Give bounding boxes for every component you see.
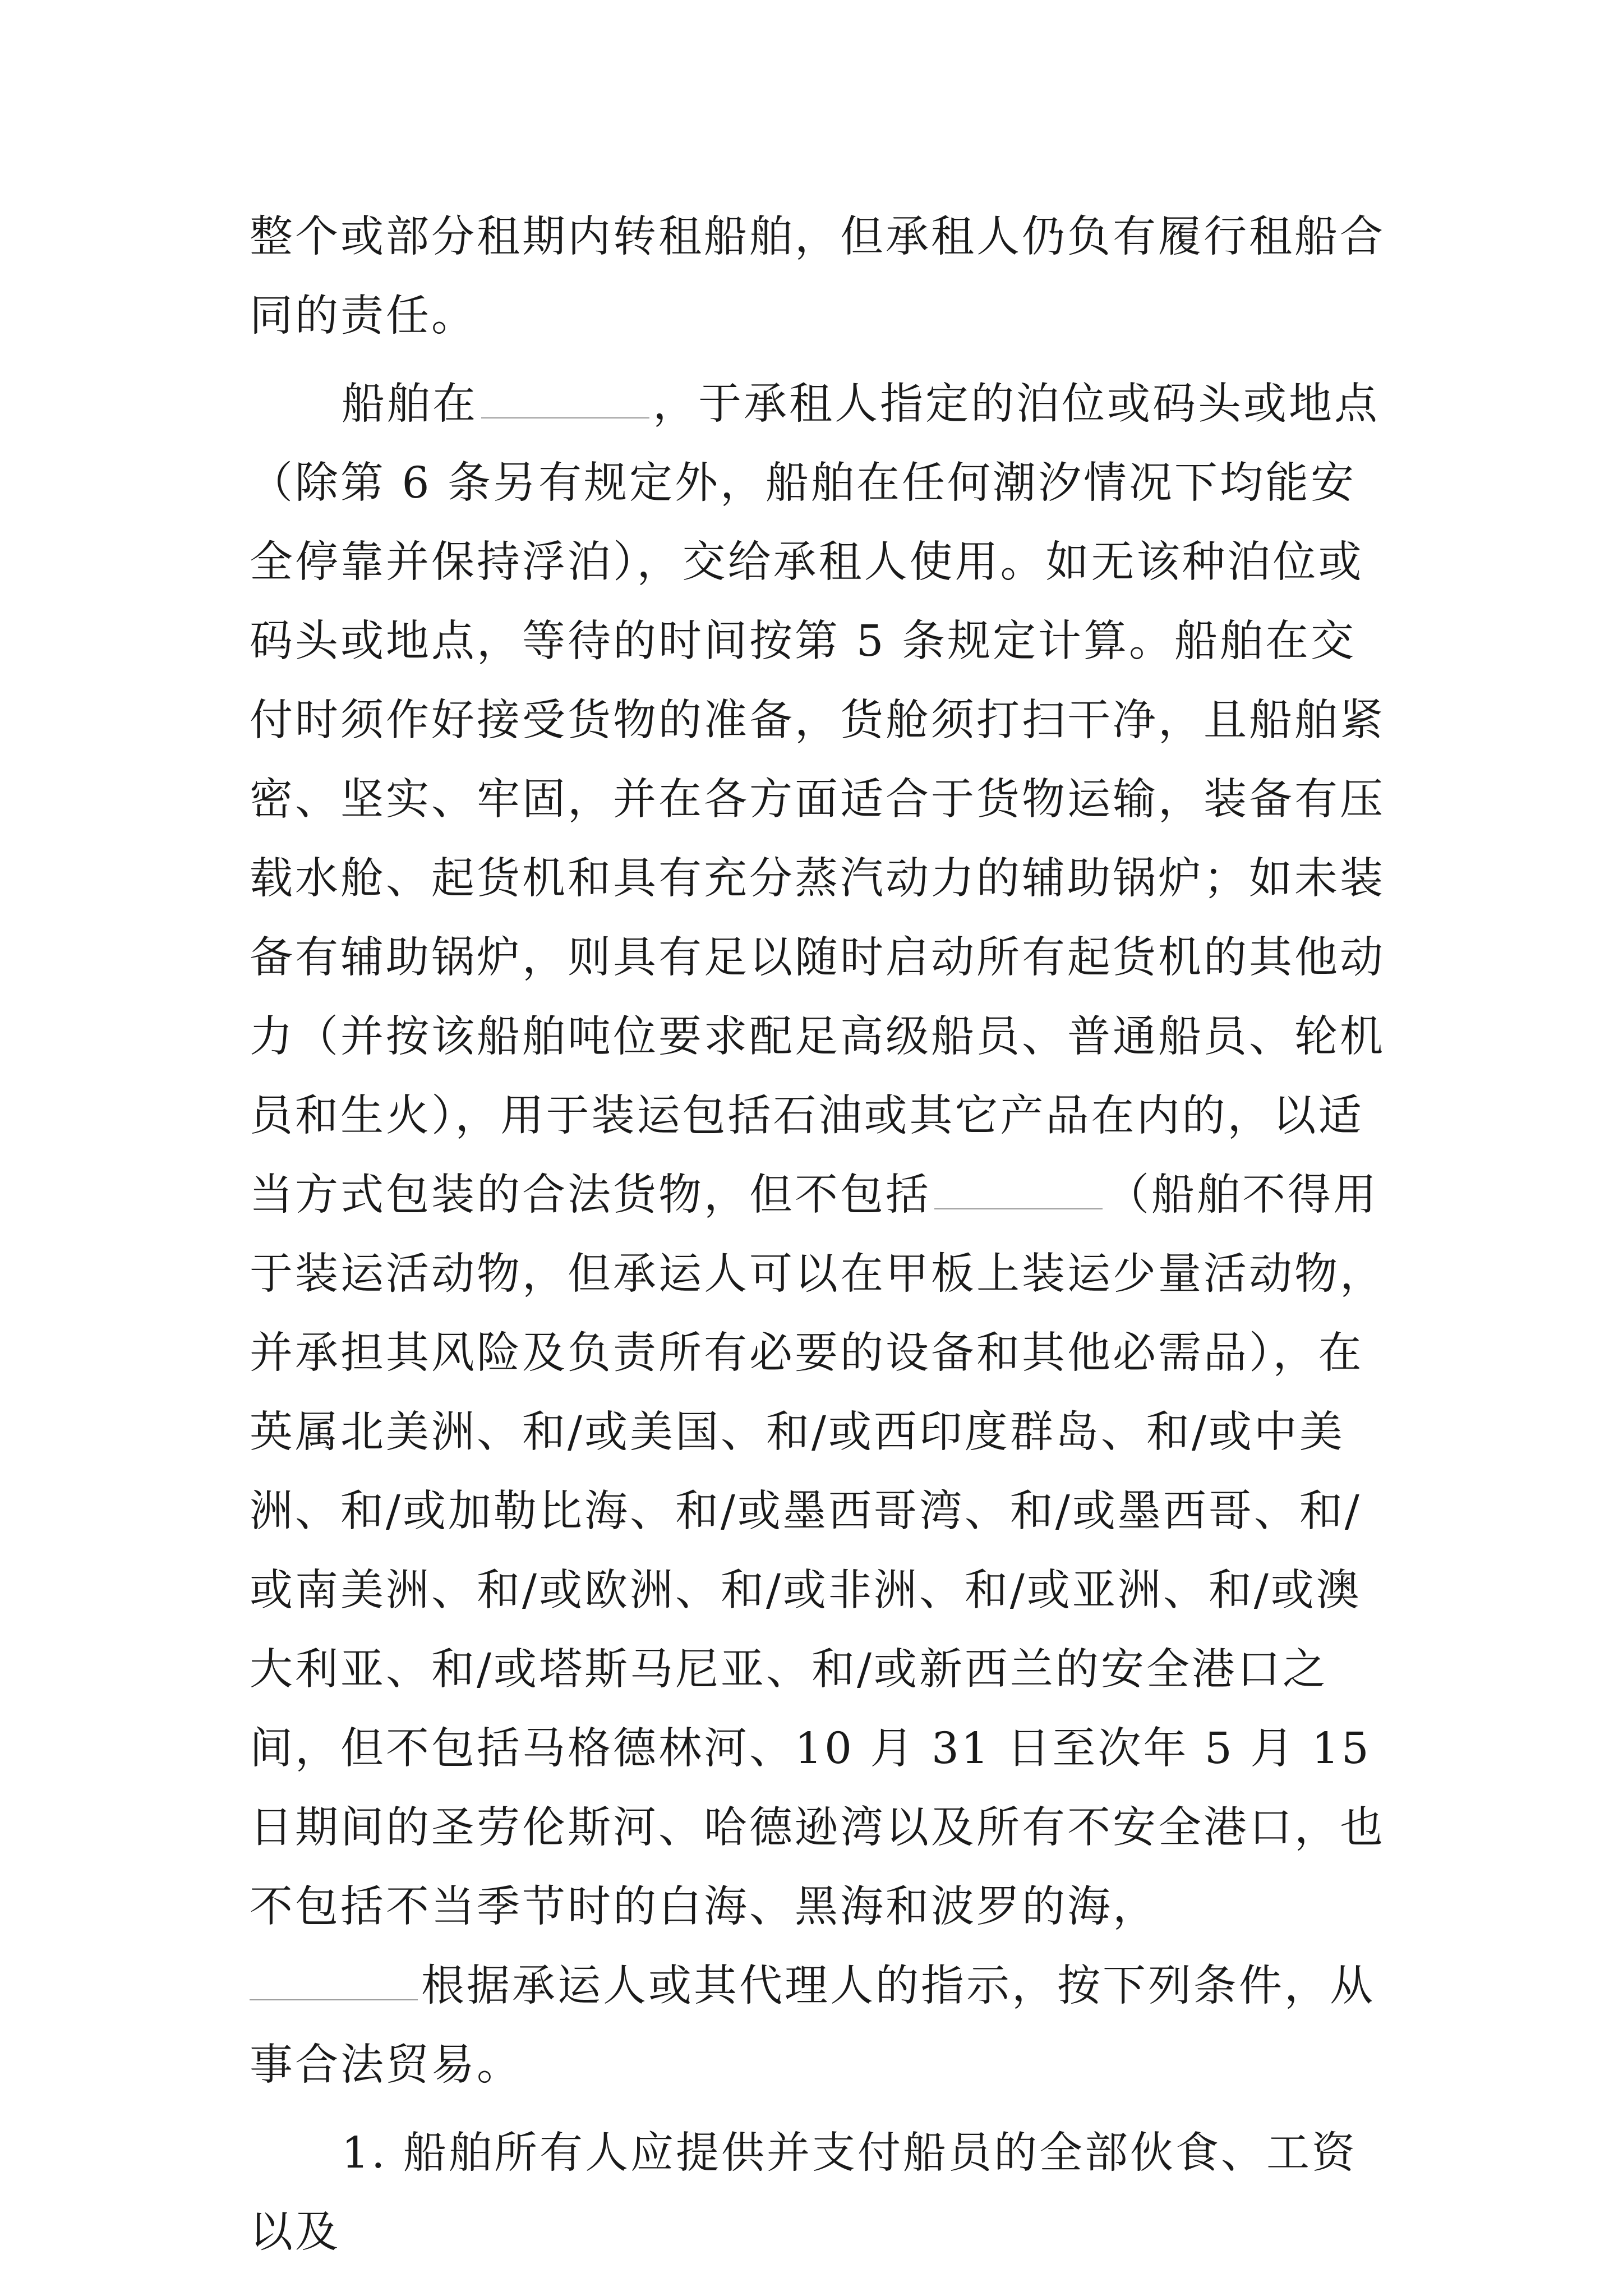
paragraph-text: 1. 船舶所有人应提供并支付船员的全部伙食、工资以及 xyxy=(250,2128,1357,2257)
document-body xyxy=(250,197,1394,2281)
paragraph-text: （船舶不得用于装运活动物，但承运人可以在甲板上装运少量活动物，并承担其风险及负责所有必要的设备和其他必需品），在英属北美洲、和/或美国、和/或西印度群岛、和/或中美洲、和/或加勒比海、和/或墨西哥湾、和/或墨西哥、和/或南美洲、和/或欧洲、和/或非洲、和/或亚洲、和/或澳大利亚、和/或塔斯马尼亚、和/或新西兰的安全港口之间，但不包括马格德林河、10 月 31 日至次年 5 月 15 日期间的圣劳伦斯河、哈德逊湾以及所有不安全港口，也不包括不当季节时的白海、黑海和波罗的海， xyxy=(250,1170,1385,1932)
paragraph-text: 整个或部分租期内转租船舶，但承租人仍负有履行租船合同的责任。 xyxy=(250,212,1385,341)
fill-in-blank xyxy=(481,378,649,418)
paragraph-continuation xyxy=(250,197,1394,356)
paragraph-delivery-terms xyxy=(250,365,1394,2105)
paragraph-text: 船舶在 xyxy=(342,379,478,429)
fill-in-blank xyxy=(934,1169,1103,1209)
paragraph-text: ，于承租人指定的泊位或码头或地点（除第 6 条另有规定外，船舶在任何潮汐情况下均能安全停靠并保持浮泊），交给承租人使用。如无该种泊位或码头或地点，等待的时间按第 5 条规定计算。船舶在交付时须作好接受货物的准备，货舱须打扫干净，且船舶紧密、坚实、牢固，并在各方面适合于货物运输，装备有压载水舱、起货机和具有充分蒸汽动力的辅助锅炉；如未装备有辅助锅炉，则具有足以随时启动所有起货机的其他动力（并按该船舶吨位要求配足高级船员、普通船员、轮机员和生火），用于装运包括石油或其它产品在内的，以适当方式包装的合法货物，但不包括 xyxy=(250,379,1385,1220)
fill-in-blank xyxy=(250,1960,418,2000)
paragraph-clause-1 xyxy=(250,2114,1394,2272)
paragraph-text: 根据承运人或其代理人的指示，按下列条件，从事合法贸易。 xyxy=(250,1961,1375,2090)
